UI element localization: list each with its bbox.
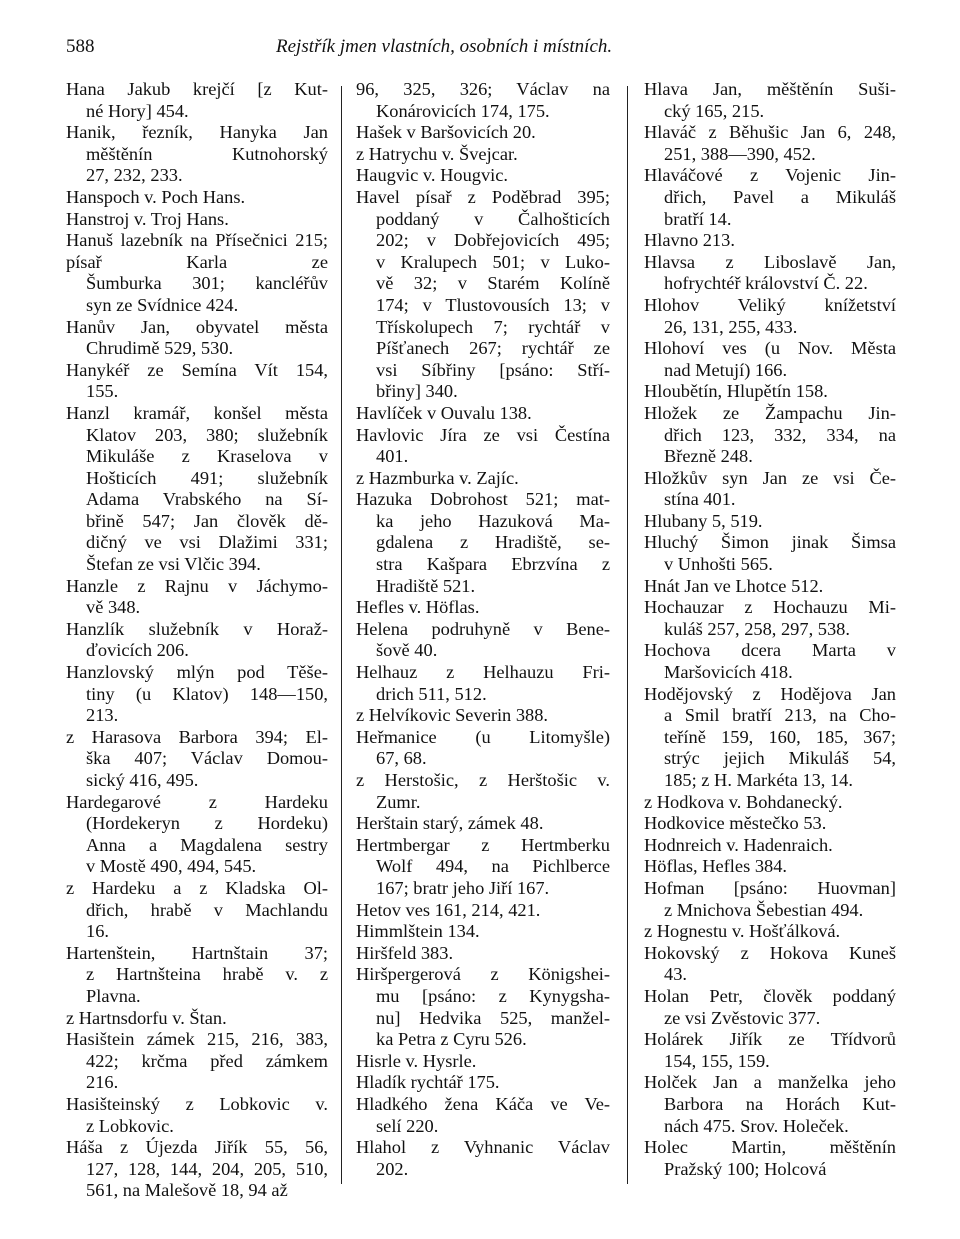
entry-continuation-line: dřich 123, 332, 334, na: [664, 424, 896, 445]
entry-continuation-line: dřich, Pavel a Mikuláš: [664, 186, 896, 207]
entry-headword-line: Helena podruhyně v Bene-: [356, 618, 610, 639]
entry-headword-line: z Hardeku a z Kladska Ol-: [66, 877, 328, 898]
entry-headword-line: Hofman [psáno: Huovman]: [644, 877, 896, 898]
column-divider: [341, 86, 342, 1184]
entry-continuation-line: ška 407; Václav Domou-: [86, 748, 328, 769]
index-entry: [66, 878, 328, 943]
entry-continuation-line: Štefan ze vsi Vlčic 394.: [86, 554, 261, 575]
index-entry: [644, 878, 896, 921]
entry-continuation-line: vsi Síbřiny [psáno: Stří-: [376, 359, 610, 380]
index-entry: [644, 295, 896, 338]
entry-headword-line: Hasištein zámek 215, 216, 383,: [66, 1029, 328, 1050]
index-entry: [356, 662, 610, 705]
entry-continuation-line: z Hartnšteina hrabě v. z: [86, 964, 328, 985]
index-entry: [644, 640, 896, 683]
entry-headword-line: Hloubětín, Hlupětín 158.: [644, 381, 828, 402]
entry-headword-line: Höflas, Hefles 384.: [644, 856, 788, 877]
entry-continuation-line: nu] Hedvika 525, manžel-: [376, 1007, 610, 1028]
entry-headword-line: Holec Martin, měštěnín: [644, 1137, 896, 1158]
index-entry: [356, 964, 610, 1050]
entry-continuation-line: Zumr.: [376, 791, 421, 812]
entry-continuation-line: tiny (u Klatov) 148—150,: [86, 683, 328, 704]
entry-continuation-line: (Hordekeryn z Hordeku): [86, 813, 328, 834]
entry-continuation-line: stína 401.: [664, 489, 736, 510]
index-entry: [66, 209, 328, 231]
entry-headword-line: Hasišteinský z Lobkovic v.: [66, 1093, 328, 1114]
entry-continuation-line: 561, na Malešově 18, 94 až: [86, 1180, 288, 1201]
index-entry: [644, 986, 896, 1029]
entry-headword-line: Havlíček v Ouvalu 138.: [356, 402, 532, 423]
entry-headword-line: Hanzlík služebník v Horaž-: [66, 618, 328, 639]
entry-headword-line: Hanik, řezník, Hanyka Jan: [66, 122, 328, 143]
entry-continuation-line: z Lobkovic.: [86, 1115, 174, 1136]
index-entry: [356, 1051, 610, 1073]
index-entry: [644, 1072, 896, 1137]
entry-continuation-line: Wolf 494, na Pichlberce: [376, 856, 610, 877]
index-entry: [356, 425, 610, 468]
entry-continuation-line: Anna a Magdalena sestry: [86, 834, 328, 855]
entry-headword-line: z Hodkova v. Bohdanecký.: [644, 791, 843, 812]
entry-headword-line: Hladkého žena Káča ve Ve-: [356, 1093, 610, 1114]
entry-headword-line: z Herstošic, z Herštošic v.: [356, 770, 610, 790]
entry-continuation-line: 155.: [86, 381, 119, 402]
index-entry: [644, 338, 896, 381]
index-entry: [66, 403, 328, 576]
entry-continuation-line: drich 511, 512.: [376, 683, 487, 704]
index-entry: [644, 684, 896, 792]
entry-headword-line: Hlavno 213.: [644, 230, 735, 251]
entry-headword-line: Hanův Jan, obyvatel města: [66, 316, 328, 337]
entry-continuation-line: cký 165, 215.: [664, 100, 765, 121]
entry-continuation-line: hofrychtéř království Č. 22.: [664, 273, 868, 294]
entry-continuation-line: syn ze Svídnice 424.: [86, 294, 239, 315]
entry-continuation-line: dičný ve vsi Dlažimi 331;: [86, 532, 328, 553]
entry-headword-line: Hanspoch v. Poch Hans.: [66, 186, 246, 207]
index-entry: [356, 144, 610, 166]
entry-headword-line: Holárek Jiřík ze Třídvorů: [644, 1029, 896, 1050]
entry-headword-line: Hlaváčové z Vojenic Jin-: [644, 165, 896, 186]
entry-continuation-line: ka Petra z Cyru 526.: [376, 1029, 527, 1050]
entry-headword-line: Heřmanice (u Litomyšle): [356, 726, 610, 747]
index-entry: [356, 835, 610, 900]
entry-continuation-line: 16.: [86, 921, 109, 942]
entry-continuation-line: Třískolupech 7; rychtář v: [376, 316, 610, 337]
entry-headword-line: Hanykéř ze Semína Vít 154,: [66, 359, 328, 380]
page-number: 588: [66, 36, 95, 57]
index-entry: [356, 770, 610, 813]
entry-continuation-line: poddaný v Čalhošticích: [376, 208, 610, 229]
entry-continuation-line: 251, 388—390, 452.: [664, 143, 816, 164]
entry-continuation-line: sický 416, 495.: [86, 770, 199, 790]
entry-continuation-line: Adama Vrabského na Sí-: [86, 489, 328, 510]
entry-continuation-line: Barbora na Horách Kut-: [664, 1093, 896, 1114]
entry-headword-line: Hanzle z Rajnu v Jáchymo-: [66, 575, 328, 596]
index-entry: [66, 187, 328, 209]
entry-headword-line: Helhauz z Helhauzu Fri-: [356, 662, 610, 683]
entry-continuation-line: kuláš 257, 258, 297, 538.: [664, 618, 850, 639]
entry-headword-line: Hodnreich v. Hadenraich.: [644, 834, 833, 855]
entry-headword-line: Hlavsa z Liboslavě Jan,: [644, 251, 896, 272]
running-title: Rejstřík jmen vlastních, osobních i místních.: [276, 36, 613, 57]
entry-headword-line: Hokovský z Hokova Kuneš: [644, 942, 896, 963]
entry-headword-line: Havel písař z Poděbrad 395;: [356, 186, 610, 207]
index-entry: [356, 165, 610, 187]
entry-headword-line: Hetov ves 161, 214, 421.: [356, 899, 541, 920]
entry-continuation-line: 185; z H. Markéta 13, 14.: [664, 770, 853, 790]
entry-continuation-line: ďovicích 206.: [86, 640, 189, 661]
index-entry: [356, 489, 610, 597]
index-entry: [66, 122, 328, 187]
entry-continuation-line: nad Metují) 166.: [664, 359, 788, 380]
entry-continuation-line: šově 40.: [376, 640, 438, 661]
entry-continuation-line: 174; v Tlustovousích 13; v: [376, 294, 610, 315]
entry-headword-line: Haugvic v. Hougvic.: [356, 165, 509, 186]
entry-continuation-line: z Mnichova Šebestian 494.: [664, 899, 864, 920]
index-entry: [356, 705, 610, 727]
entry-continuation-line: Šumburka 301; kancléřův: [86, 273, 328, 294]
column-divider: [627, 86, 628, 1184]
entry-continuation-line: vě 348.: [86, 597, 141, 618]
entry-headword-line: z Helvíkovic Severin 388.: [356, 705, 549, 726]
entry-continuation-line: ka jeho Hazuková Ma-: [376, 510, 610, 531]
entry-continuation-line: teříně 159, 160, 185, 367;: [664, 726, 896, 747]
entry-continuation-line: v Mostě 490, 494, 545.: [86, 856, 257, 877]
index-entry: [644, 835, 896, 857]
entry-headword-line: Hlohov Veliký knížetství: [644, 294, 896, 315]
entry-headword-line: Hefles v. Höflas.: [356, 597, 480, 618]
entry-headword-line: Hanstroj v. Troj Hans.: [66, 208, 229, 229]
page-header: [66, 36, 896, 60]
entry-headword-line: Hladík rychtář 175.: [356, 1072, 500, 1093]
entry-continuation-line: 213.: [86, 705, 119, 726]
index-entry: [644, 403, 896, 468]
entry-continuation-line: 67, 68.: [376, 748, 427, 769]
index-entry: [356, 187, 610, 403]
entry-headword-line: Havlovic Jíra ze vsi Čestína: [356, 424, 610, 445]
index-entry: [66, 317, 328, 360]
index-entry: [644, 921, 896, 943]
entry-continuation-line: mu [psáno: z Kynygsha-: [376, 985, 610, 1006]
entry-headword-line: Hertmbergar z Hertmberku: [356, 834, 610, 855]
entry-headword-line: Hluchý Šimon jinak Šimsa: [644, 532, 896, 553]
index-column-2: [356, 79, 610, 1180]
entry-headword-line: z Hartnsdorfu v. Štan.: [66, 1007, 227, 1028]
entry-continuation-line: a Smil bratří 213, na Cho-: [664, 705, 896, 726]
index-entry: [66, 619, 328, 662]
entry-continuation-line: nách 475. Srov. Holeček.: [664, 1115, 849, 1136]
entry-continuation-line: vě 32; v Starém Kolíně: [376, 273, 610, 294]
entry-continuation-line: gdalena z Hradiště, se-: [376, 532, 610, 553]
entry-headword-line: Hanzl kramář, konšel města: [66, 402, 328, 423]
index-entry: [644, 122, 896, 165]
index-entry: [66, 1029, 328, 1094]
index-entry: [356, 727, 610, 770]
index-entry: [644, 1029, 896, 1072]
entry-continuation-line: 43.: [664, 964, 687, 985]
entry-headword-line: Himmlštein 134.: [356, 921, 480, 942]
index-entry: [644, 532, 896, 575]
index-entry: [356, 403, 610, 425]
index-column-1: [66, 79, 328, 1202]
index-entry: [644, 252, 896, 295]
entry-headword-line: Hlohoví ves (u Nov. Města: [644, 338, 896, 359]
entry-headword-line: Hašek v Baršovicích 20.: [356, 122, 536, 143]
entry-headword-line: Hlahol z Vyhnanic Václav: [356, 1137, 610, 1158]
index-entry: [66, 79, 328, 122]
entry-continuation-line: Konárovicích 174, 175.: [376, 100, 550, 121]
entry-headword-line: Hlava Jan, měštěnín Suši-: [644, 79, 896, 99]
index-entry: [644, 856, 896, 878]
index-entry: [644, 576, 896, 598]
index-entry: [356, 921, 610, 943]
entry-continuation-line: 127, 128, 144, 204, 205, 510,: [86, 1158, 328, 1179]
entry-continuation-line: Chrudimě 529, 530.: [86, 338, 234, 359]
entry-headword-line: Háša z Újezda Jiřík 55, 56,: [66, 1137, 328, 1158]
entry-headword-line: Holan Petr, člověk poddaný: [644, 985, 896, 1006]
index-entry: [356, 1072, 610, 1094]
entry-continuation-line: břiny] 340.: [376, 381, 458, 402]
entry-headword-line: Hisrle v. Hysrle.: [356, 1050, 477, 1071]
index-entry: [644, 79, 896, 122]
entry-continuation-line: břině 547; Jan člověk dě-: [86, 510, 328, 531]
entry-headword-line: Hochauzar z Hochauzu Mi-: [644, 597, 896, 618]
entry-headword-line: Hochova dcera Marta v: [644, 640, 896, 661]
entry-continuation-line: stra Kašpara Ebrzvína z: [376, 554, 610, 575]
entry-continuation-line: Maršovicích 418.: [664, 662, 793, 683]
entry-headword-line: Herštain starý, zámek 48.: [356, 813, 544, 834]
entry-continuation-line: měštěnín Kutnohorský: [86, 143, 328, 164]
entry-continuation-line: 422; krčma před zámkem: [86, 1050, 328, 1071]
entry-continuation-line: Hošticích 491; služebník: [86, 467, 328, 488]
entry-headword-line: Hiršfeld 383.: [356, 942, 454, 963]
index-entry: [356, 79, 610, 122]
index-entry: [356, 122, 610, 144]
index-entry: [356, 619, 610, 662]
entry-continuation-line: Klatov 203, 380; služebník: [86, 424, 328, 445]
index-entry: [66, 1094, 328, 1137]
entry-continuation-line: selí 220.: [376, 1115, 439, 1136]
index-entry: [644, 511, 896, 533]
index-entry: [356, 597, 610, 619]
entry-continuation-line: Březně 248.: [664, 446, 753, 467]
entry-headword-line: Hana Jakub krejčí [z Kut-: [66, 79, 328, 99]
index-entry: [66, 360, 328, 403]
index-entry: [66, 792, 328, 878]
index-column-3: [644, 79, 896, 1180]
entry-headword-line: Hardegarové z Hardeku: [66, 791, 328, 812]
index-entry: [66, 230, 328, 316]
index-entry: [644, 943, 896, 986]
index-entry: [66, 576, 328, 619]
entry-headword-line: Holček Jan a manželka jeho: [644, 1072, 896, 1093]
entry-continuation-line: ze vsi Zvěstovic 377.: [664, 1007, 821, 1028]
entry-continuation-line: 401.: [376, 446, 409, 467]
entry-headword-line: z Hatrychu v. Švejcar.: [356, 143, 518, 164]
index-entry: [644, 792, 896, 814]
index-entry: [644, 813, 896, 835]
entry-headword-line: Hartenštein, Hartnštain 37;: [66, 942, 328, 963]
index-entry: [66, 1137, 328, 1202]
entry-continuation-line: v Unhošti 565.: [664, 554, 773, 575]
entry-headword-line: Hložek ze Žampachu Jin-: [644, 402, 896, 423]
index-entry: [644, 1137, 896, 1180]
entry-headword-line: Hlubany 5, 519.: [644, 510, 763, 531]
entry-continuation-line: 26, 131, 255, 433.: [664, 316, 798, 337]
entry-continuation-line: 202; v Dobřejovicích 495;: [376, 230, 610, 251]
entry-continuation-line: 27, 232, 233.: [86, 165, 183, 186]
entry-continuation-line: v Kralupech 501; v Luko-: [376, 251, 610, 272]
entry-headword-line: Hodějovský z Hodějova Jan: [644, 683, 896, 704]
entry-headword-line: Hanzlovský mlýn pod Těše-: [66, 662, 328, 683]
index-entry: [66, 727, 328, 792]
entry-continuation-line: 216.: [86, 1072, 119, 1093]
index-entry: [356, 468, 610, 490]
index-entry: [356, 1137, 610, 1180]
entry-headword-line: z Hognestu v. Hošťálková.: [644, 921, 841, 942]
entry-headword-line: Hložkův syn Jan ze vsi Če-: [644, 467, 896, 488]
entry-continuation-line: 167; bratr jeho Jiří 167.: [376, 877, 550, 898]
index-entry: [644, 165, 896, 230]
index-entry: [644, 468, 896, 511]
index-entry: [66, 943, 328, 1008]
index-entry: [644, 230, 896, 252]
entry-continuation-line: Pražský 100; Holcová: [664, 1158, 827, 1179]
entry-headword-line: Hiršpergerová z Königshei-: [356, 964, 610, 985]
entry-headword-line: Hanuš lazebník na Přísečnici 215; písař Karla ze: [66, 230, 328, 272]
entry-continuation-line: dřich, hrabě v Machlandu: [86, 899, 328, 920]
entry-headword-line: Hodkovice městečko 53.: [644, 813, 827, 834]
entry-continuation-line: Mikuláše z Kraselova v: [86, 446, 328, 467]
entry-headword-line: z Harasova Barbora 394; El-: [66, 726, 328, 747]
index-entry: [356, 1094, 610, 1137]
index-entry: [356, 943, 610, 965]
index-entry: [644, 597, 896, 640]
index-entry: [644, 381, 896, 403]
entry-continuation-line: 154, 155, 159.: [664, 1050, 770, 1071]
entry-continuation-line: né Hory] 454.: [86, 100, 189, 121]
entry-continuation-line: Píšťanech 267; rychtář ze: [376, 338, 610, 359]
entry-headword-line: 96, 325, 326; Václav na: [356, 79, 610, 99]
index-entry: [66, 1008, 328, 1030]
entry-headword-line: Hazuka Dobrohost 521; mat-: [356, 489, 610, 510]
entry-continuation-line: strýc jejich Mikuláš 54,: [664, 748, 896, 769]
entry-continuation-line: bratří 14.: [664, 208, 732, 229]
index-entry: [356, 813, 610, 835]
entry-continuation-line: Plavna.: [86, 985, 141, 1006]
index-entry: [66, 662, 328, 727]
index-entry: [356, 900, 610, 922]
entry-headword-line: Hlaváč z Běhušic Jan 6, 248,: [644, 122, 896, 143]
entry-continuation-line: Hradiště 521.: [376, 575, 476, 596]
entry-headword-line: Hnát Jan ve Lhotce 512.: [644, 575, 824, 596]
entry-headword-line: z Hazmburka v. Zajíc.: [356, 467, 519, 488]
entry-continuation-line: 202.: [376, 1158, 409, 1179]
